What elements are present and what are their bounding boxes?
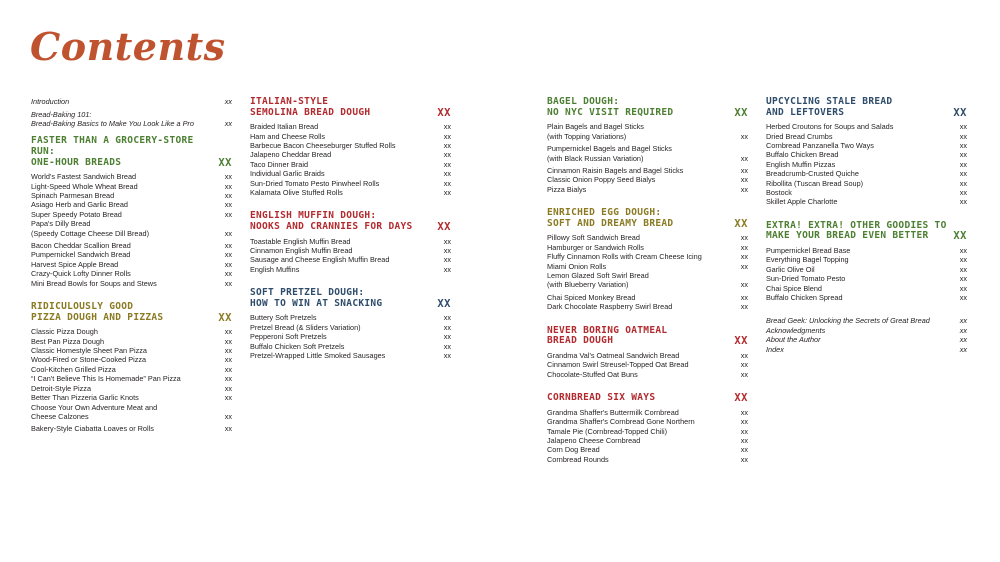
toc-entry-page: xx: [443, 122, 451, 132]
toc-entry-page: xx: [740, 417, 748, 427]
toc-entry: [766, 265, 967, 274]
toc-entry-page: xx: [959, 264, 967, 274]
toc-entry-title: World's Fastest Sandwich Bread: [31, 172, 137, 182]
toc-entry-page: xx: [959, 131, 967, 141]
toc-entry-page: xx: [959, 188, 967, 198]
toc-entry: [766, 122, 967, 131]
toc-entry-title: Introduction: [31, 97, 70, 106]
toc-entry: [766, 179, 967, 188]
toc-entry-page: xx: [443, 188, 451, 198]
toc-entry: [766, 345, 967, 354]
toc-entry-page: xx: [443, 141, 451, 150]
back-matter-list: [766, 316, 967, 354]
toc-entry: [31, 365, 232, 374]
toc-entry-title: Grandma Shaffer's Cornbread Gone Northern: [547, 417, 695, 427]
toc-entry: [250, 342, 451, 351]
toc-entry-title: Classic Pizza Dough: [31, 327, 98, 337]
toc-entry-page: xx: [224, 200, 232, 210]
toc-entry-page: xx: [959, 150, 967, 160]
toc-entry-page: xx: [443, 351, 451, 361]
section-heading: [547, 208, 748, 229]
toc-entry-title: Sun-Dried Tomato Pesto Pinwheel Rolls: [250, 178, 380, 188]
toc-entry-title: Grandma Shaffer's Buttermilk Cornbread: [547, 407, 679, 417]
toc-entry-title: Light-Speed Whole Wheat Bread: [31, 181, 138, 191]
toc-entry-page: xx: [959, 283, 967, 293]
toc-entry-page: xx: [443, 255, 451, 265]
toc-entry-page: xx: [740, 233, 748, 243]
toc-entry-title: Herbed Croutons for Soups and Salads: [766, 122, 894, 132]
toc-entry: [547, 427, 748, 436]
toc-entry-page: xx: [224, 411, 232, 421]
toc-entry-title: Cinnamon Swirl Streusel-Topped Oat Bread: [547, 360, 689, 370]
toc-entry-title: Pretzel-Wrapped Little Smoked Sausages: [250, 351, 386, 361]
toc-entry-page: xx: [224, 327, 232, 337]
toc-entry-title: Buttery Soft Pretzels: [250, 313, 317, 323]
section-heading-page: XX: [734, 217, 748, 230]
toc-entry-title: Toastable English Muffin Bread: [250, 236, 351, 246]
front-matter-list: [31, 97, 232, 128]
toc-entry-page: xx: [959, 293, 967, 303]
toc-entry: [31, 200, 232, 209]
toc-entry: [766, 160, 967, 169]
toc-entry-page: xx: [224, 336, 232, 346]
toc-entry-title: Garlic Olive Oil: [766, 264, 815, 274]
toc-entry-page: xx: [740, 131, 748, 141]
toc-entry-page: xx: [740, 435, 748, 445]
section-heading-page: XX: [218, 311, 232, 324]
toc-entry-title: Cinnamon Raisin Bagels and Bagel Sticks: [547, 166, 684, 175]
toc-entry-title: Bacon Cheddar Scallion Bread: [31, 241, 131, 251]
section-semolina-dough: [250, 97, 451, 197]
toc-entry: [250, 255, 451, 264]
toc-entry: [547, 445, 748, 454]
toc-entry-title: Pillowy Soft Sandwich Bread: [547, 233, 640, 243]
toc-entry: [31, 241, 232, 250]
toc-entry-page: xx: [959, 274, 967, 284]
toc-entry-title: Miami Onion Rolls: [547, 261, 607, 271]
toc-entry-title: Lemon Glazed Soft Swirl Bread (with Blueberry Variation): [547, 271, 649, 290]
toc-entry-title: Breadcrumb-Crusted Quiche: [766, 169, 859, 179]
section-heading: [31, 136, 232, 168]
section-heading-page: XX: [953, 106, 967, 119]
section-heading-text: SOFT PRETZEL DOUGH: HOW TO WIN AT SNACKING: [250, 287, 383, 309]
toc-entry-title: Asiago Herb and Garlic Bread: [31, 200, 128, 210]
toc-entry-title: Better Than Pizzeria Garlic Knots: [31, 393, 139, 403]
toc-entry-title: Bread Geek: Unlocking the Secrets of Great Bread: [766, 316, 930, 326]
toc-entry: [31, 384, 232, 393]
toc-entry: [250, 150, 451, 159]
toc-entry-title: Pumpernickel Bagels and Bagel Sticks (with Black Russian Variation): [547, 144, 672, 163]
toc-entry-page: xx: [443, 341, 451, 351]
toc-entry-title: Harvest Spice Apple Bread: [31, 259, 119, 269]
section-oatmeal-dough: [547, 326, 748, 379]
section-heading: [250, 211, 451, 232]
toc-entry-page: xx: [224, 346, 232, 356]
toc-entry: [31, 182, 232, 191]
toc-entry-title: Skillet Apple Charlotte: [766, 197, 838, 207]
toc-entry-title: Kalamata Olive Stuffed Rolls: [250, 188, 343, 198]
toc-entry: [250, 179, 451, 188]
toc-entry-page: xx: [959, 197, 967, 207]
toc-entry-title: Plain Bagels and Bagel Sticks (with Topping Variations): [547, 122, 644, 141]
toc-entry-page: xx: [959, 325, 967, 335]
toc-entry: [250, 323, 451, 332]
toc-entry: [250, 237, 451, 246]
toc-entry-page: xx: [959, 255, 967, 265]
toc-entry: [250, 132, 451, 141]
toc-entry-title: Classic Onion Poppy Seed Bialys: [547, 175, 656, 185]
section-extra-goodies: [766, 221, 967, 303]
toc-entry-page: xx: [740, 445, 748, 455]
toc-entry: [31, 403, 232, 422]
toc-entry-title: Chai Spice Blend: [766, 283, 822, 293]
section-pizza-dough: [31, 302, 232, 434]
toc-entry-title: Braided Italian Bread: [250, 122, 319, 132]
toc-entry-title: Super Speedy Potato Bread: [31, 209, 122, 219]
toc-entry-title: English Muffins: [250, 264, 300, 274]
toc-entry: [250, 141, 451, 150]
toc-entry: [250, 188, 451, 197]
contents-column-4: [766, 97, 967, 362]
toc-entry-page: xx: [959, 316, 967, 326]
section-heading-text: CORNBREAD SIX WAYS: [547, 392, 656, 404]
toc-entry-title: Chai Spiced Monkey Bread: [547, 292, 636, 302]
toc-entry-title: Ham and Cheese Rolls: [250, 131, 326, 141]
toc-entry: [250, 332, 451, 341]
toc-entry: [766, 284, 967, 293]
toc-entry-page: xx: [224, 374, 232, 384]
toc-entry-title: Jalapeno Cheddar Bread: [250, 150, 332, 160]
section-heading: [766, 97, 967, 118]
toc-entry-page: xx: [959, 178, 967, 188]
section-heading-page: XX: [218, 156, 232, 169]
section-enriched-egg-dough: [547, 208, 748, 312]
toc-entry-page: xx: [959, 344, 967, 354]
toc-entry-page: xx: [224, 118, 232, 128]
section-cornbread: [547, 393, 748, 464]
toc-entry: [31, 110, 232, 129]
toc-entry: [250, 351, 451, 360]
section-heading-page: XX: [437, 297, 451, 310]
toc-entry-page: xx: [224, 172, 232, 182]
toc-entry-page: xx: [740, 153, 748, 163]
toc-entry-page: xx: [443, 169, 451, 179]
toc-entry: [31, 355, 232, 364]
toc-entry: [547, 233, 748, 242]
toc-entry-title: Cool-Kitchen Grilled Pizza: [31, 364, 116, 374]
section-heading-text: ITALIAN-STYLE SEMOLINA BREAD DOUGH: [250, 96, 371, 118]
toc-entry: [31, 250, 232, 259]
toc-entry-page: xx: [740, 350, 748, 360]
section-heading-text: FASTER THAN A GROCERY-STORE RUN: ONE-HOUR BREADS: [31, 135, 194, 168]
section-heading-page: XX: [437, 221, 451, 234]
toc-entry-page: xx: [959, 122, 967, 132]
toc-entry-title: Classic Homestyle Sheet Pan Pizza: [31, 346, 147, 356]
toc-entry-title: Cornbread Rounds: [547, 454, 609, 464]
toc-entry-page: xx: [224, 355, 232, 365]
toc-entry-page: xx: [224, 228, 232, 238]
toc-entry-title: Buffalo Chicken Soft Pretzels: [250, 341, 345, 351]
toc-entry-title: Everything Bagel Topping: [766, 255, 849, 265]
toc-entry: [31, 279, 232, 288]
toc-entry: [31, 172, 232, 181]
toc-entry: [547, 293, 748, 302]
page-title: Contents: [30, 24, 226, 69]
toc-entry: [31, 210, 232, 219]
toc-entry: [766, 316, 967, 325]
section-one-hour-breads: [31, 136, 232, 288]
section-heading-text: UPCYCLING STALE BREAD AND LEFTOVERS: [766, 96, 893, 118]
section-heading: [547, 326, 748, 347]
toc-entry-page: xx: [740, 454, 748, 464]
toc-entry: [766, 326, 967, 335]
toc-entry-title: Pizza Bialys: [547, 184, 587, 194]
toc-entry-page: xx: [740, 184, 748, 194]
toc-entry: [31, 97, 232, 106]
toc-entry-title: Cornbread Panzanella Two Ways: [766, 141, 874, 150]
toc-entry-page: xx: [443, 159, 451, 169]
toc-entry: [31, 327, 232, 336]
toc-entry: [547, 271, 748, 290]
toc-entry-title: Grandma Val's Oatmeal Sandwich Bread: [547, 350, 680, 360]
toc-entry: [547, 144, 748, 163]
toc-entry-title: Acknowledgments: [766, 325, 826, 335]
section-heading-page: XX: [437, 106, 451, 119]
section-heading: [250, 97, 451, 118]
toc-entry-page: xx: [224, 97, 232, 106]
toc-entry-title: Sun-Dried Tomato Pesto: [766, 274, 846, 284]
toc-entry-page: xx: [443, 150, 451, 160]
toc-entry-title: Sausage and Cheese English Muffin Bread: [250, 255, 390, 265]
toc-entry-page: xx: [740, 360, 748, 370]
toc-entry: [766, 132, 967, 141]
toc-entry: [766, 335, 967, 344]
toc-entry: [547, 436, 748, 445]
toc-entry: [766, 188, 967, 197]
toc-entry: [250, 160, 451, 169]
toc-entry-title: Pepperoni Soft Pretzels: [250, 332, 327, 342]
toc-entry: [766, 197, 967, 206]
toc-entry-page: xx: [443, 178, 451, 188]
section-heading-page: XX: [953, 230, 967, 243]
toc-entry: [547, 408, 748, 417]
toc-entry: [547, 417, 748, 426]
toc-entry-title: Pumpernickel Bread Base: [766, 246, 851, 256]
toc-entry: [547, 252, 748, 261]
toc-entry-page: xx: [740, 426, 748, 436]
toc-entry-page: xx: [740, 252, 748, 262]
toc-entry-title: English Muffin Pizzas: [766, 159, 836, 169]
section-heading-page: XX: [734, 392, 748, 405]
toc-entry-title: Chocolate-Stuffed Oat Buns: [547, 369, 638, 379]
toc-entry-page: xx: [224, 269, 232, 279]
toc-entry: [31, 191, 232, 200]
toc-entry-page: xx: [959, 141, 967, 150]
toc-entry: [250, 246, 451, 255]
toc-entry-title: Mini Bread Bowls for Soups and Stews: [31, 278, 157, 288]
toc-entry: [31, 424, 232, 433]
toc-entry-page: xx: [224, 181, 232, 191]
toc-entry-title: Individual Garlic Braids: [250, 169, 325, 179]
toc-entry-page: xx: [224, 241, 232, 251]
toc-entry-title: Best Pan Pizza Dough: [31, 336, 105, 346]
section-heading: [766, 221, 967, 242]
toc-entry-page: xx: [740, 166, 748, 175]
toc-entry-page: xx: [740, 242, 748, 252]
toc-entry-title: Papa's Dilly Bread (Speedy Cottage Cheese Dill Bread): [31, 219, 150, 238]
toc-entry-title: Hamburger or Sandwich Rolls: [547, 242, 644, 252]
toc-entry-page: xx: [224, 190, 232, 200]
toc-entry-title: Bakery-Style Ciabatta Loaves or Rolls: [31, 424, 154, 434]
toc-entry-title: Pretzel Bread (& Sliders Variation): [250, 322, 361, 332]
toc-entry: [31, 337, 232, 346]
toc-entry-page: xx: [959, 169, 967, 179]
toc-entry-title: About the Author: [766, 335, 821, 345]
toc-entry: [31, 346, 232, 355]
section-heading: [250, 288, 451, 309]
toc-entry-page: xx: [224, 393, 232, 403]
toc-entry-page: xx: [740, 302, 748, 312]
section-heading-page: XX: [734, 106, 748, 119]
toc-entry-title: “I Can't Believe This Is Homemade” Pan Pizza: [31, 374, 181, 384]
toc-entry: [31, 219, 232, 238]
toc-entry: [547, 351, 748, 360]
toc-entry-page: xx: [443, 246, 451, 256]
toc-entry-title: Bostock: [766, 188, 792, 198]
toc-entry-title: Dark Chocolate Raspberry Swirl Bread: [547, 302, 673, 312]
section-heading-text: ENGLISH MUFFIN DOUGH: NOOKS AND CRANNIES FOR DAYS: [250, 210, 413, 233]
toc-entry-page: xx: [740, 175, 748, 185]
toc-entry-page: xx: [443, 236, 451, 246]
toc-entry-title: Jalapeno Cheese Cornbread: [547, 435, 641, 445]
toc-entry: [31, 374, 232, 383]
toc-entry: [547, 243, 748, 252]
toc-entry-title: Index: [766, 344, 784, 354]
toc-entry: [31, 269, 232, 278]
toc-entry: [766, 255, 967, 264]
toc-entry-page: xx: [959, 335, 967, 345]
toc-entry: [766, 246, 967, 255]
toc-entry: [250, 122, 451, 131]
toc-entry-page: xx: [224, 259, 232, 269]
toc-entry-page: xx: [224, 383, 232, 393]
toc-entry-title: Taco Dinner Braid: [250, 159, 308, 169]
toc-entry: [250, 169, 451, 178]
toc-entry-title: Pumpernickel Sandwich Bread: [31, 250, 131, 260]
toc-entry: [250, 265, 451, 274]
toc-entry-title: Buffalo Chicken Bread: [766, 150, 839, 160]
section-heading-text: EXTRA! EXTRA! OTHER GOODIES TO MAKE YOUR BREAD EVEN BETTER: [766, 219, 947, 242]
toc-entry-page: xx: [740, 261, 748, 271]
toc-entry-page: xx: [443, 264, 451, 274]
toc-entry: [547, 370, 748, 379]
section-heading-text: RIDICULOUSLY GOOD PIZZA DOUGH AND PIZZAS: [31, 301, 164, 323]
toc-entry: [547, 302, 748, 311]
section-stale-bread-leftovers: [766, 97, 967, 207]
toc-entry-title: Dried Bread Crumbs: [766, 131, 833, 141]
toc-entry-page: xx: [224, 364, 232, 374]
section-heading: [31, 302, 232, 323]
toc-entry-page: xx: [740, 407, 748, 417]
section-soft-pretzel-dough: [250, 288, 451, 360]
toc-entry: [766, 150, 967, 159]
toc-entry-title: Crazy-Quick Lofty Dinner Rolls: [31, 269, 131, 279]
toc-entry-title: Choose Your Own Adventure Meat and Cheese Calzones: [31, 402, 158, 421]
toc-entry: [31, 393, 232, 402]
toc-entry-page: xx: [443, 131, 451, 141]
toc-entry-page: xx: [224, 278, 232, 288]
toc-entry-page: xx: [443, 332, 451, 342]
toc-entry-page: xx: [740, 369, 748, 379]
toc-entry: [250, 313, 451, 322]
section-english-muffin-dough: [250, 211, 451, 274]
toc-entry-page: xx: [740, 292, 748, 302]
contents-column-1: [31, 97, 232, 448]
toc-entry-page: xx: [959, 159, 967, 169]
section-heading-text: NEVER BORING OATMEAL BREAD DOUGH: [547, 324, 668, 347]
toc-entry-title: Corn Dog Bread: [547, 445, 600, 455]
toc-entry: [766, 293, 967, 302]
toc-entry-page: xx: [443, 313, 451, 323]
toc-entry: [31, 260, 232, 269]
contents-column-3: [547, 97, 748, 478]
section-heading-page: XX: [734, 335, 748, 348]
toc-entry-title: Fluffy Cinnamon Rolls with Cream Cheese Icing: [547, 252, 702, 262]
toc-entry-title: Ribollita (Tuscan Bread Soup): [766, 178, 864, 188]
toc-entry: [766, 169, 967, 178]
toc-entry: [547, 122, 748, 141]
section-heading-text: ENRICHED EGG DOUGH: SOFT AND DREAMY BREAD: [547, 207, 674, 229]
section-heading: [547, 393, 748, 404]
section-heading-text: BAGEL DOUGH: NO NYC VISIT REQUIRED: [547, 96, 674, 118]
toc-entry: [547, 262, 748, 271]
contents-column-2: [250, 97, 451, 374]
toc-entry-title: Cinnamon English Muffin Bread: [250, 246, 353, 256]
toc-entry: [766, 141, 967, 150]
section-heading: [547, 97, 748, 118]
toc-entry-page: xx: [740, 280, 748, 290]
toc-entry-title: Buffalo Chicken Spread: [766, 293, 843, 303]
toc-entry-title: Bread-Baking 101: Bread-Baking Basics to Make You Look Like a Pro: [31, 109, 194, 128]
toc-entry-title: Detroit-Style Pizza: [31, 383, 92, 393]
toc-entry-page: xx: [224, 424, 232, 434]
toc-entry-page: xx: [224, 250, 232, 260]
toc-entry-title: Tamale Pie (Cornbread-Topped Chili): [547, 426, 668, 436]
toc-entry: [547, 455, 748, 464]
toc-entry: [547, 175, 748, 184]
toc-entry-page: xx: [224, 209, 232, 219]
toc-entry-title: Barbecue Bacon Cheeseburger Stuffed Rolls: [250, 141, 396, 150]
section-bagel-dough: [547, 97, 748, 194]
toc-entry-title: Wood-Fired or Stone-Cooked Pizza: [31, 355, 147, 365]
toc-entry-page: xx: [443, 322, 451, 332]
toc-entry-page: xx: [959, 246, 967, 256]
toc-entry: [766, 274, 967, 283]
toc-entry-title: Spinach Parmesan Bread: [31, 190, 115, 200]
toc-entry: [547, 166, 748, 175]
toc-entry: [547, 185, 748, 194]
toc-entry: [547, 360, 748, 369]
